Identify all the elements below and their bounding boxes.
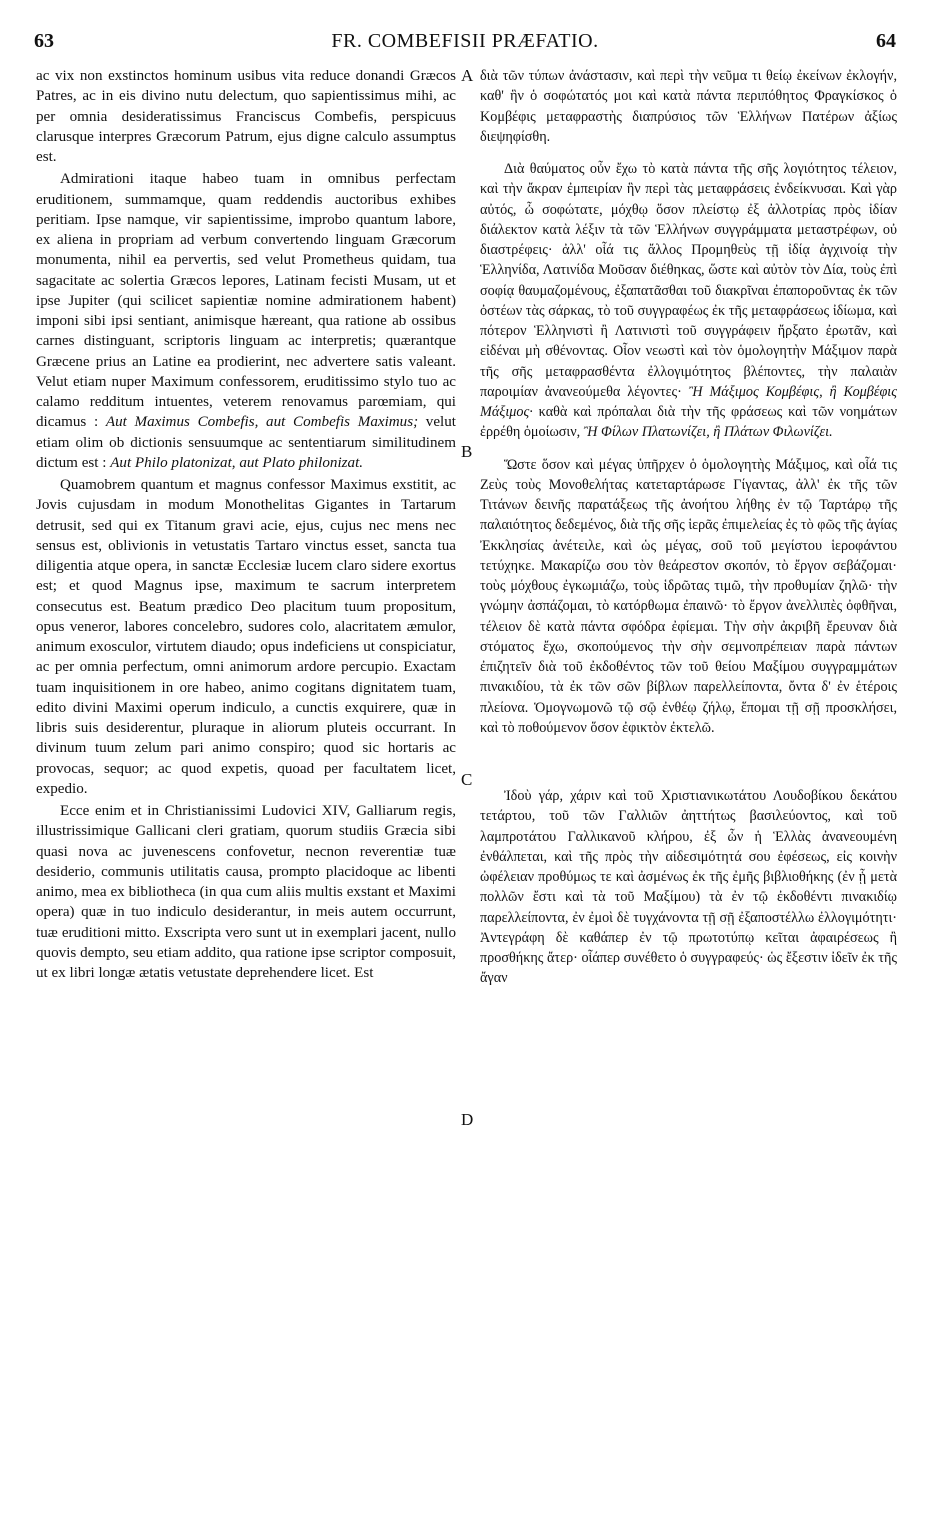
page-number-right: 64 (876, 30, 896, 52)
greek-paragraph-2 (480, 159, 897, 443)
greek-p2-text-a: Διὰ θαύματος οὖν ἔχω τὸ κατὰ πάντα τῆς σῆς λογιότητος τέλειον, καὶ τὴν ἄκραν ἐμπειρίαν ἣν περὶ τὰς μεταφράσεις ἐνδείκνυσαι. Καὶ γὰρ αὐτός, ὦ σοφώτατε, μόχθῳ ὅσον πλείστῳ ἐξ ἀλλοτρίας πρὸς ἰδίαν διάλεκτον κατὰ λέξιν τὰ τῶν Ἑλλήνων συγγράμματα μεταστρέφων, οὐ διαστρέφεις· ἀλλ' οἷά τις ἄλλος Προμηθεὺς τῇ ἰδίᾳ ἀγχινοίᾳ τὴν Ἑλληνίδα, Λατινίδα Μοῦσαν διέθηκας, ὥστε καὶ αὐτὸν τὸν Δία, τοὺς ἐπὶ σοφίᾳ θαυμαζομένους, ἐξαπατᾶσθαι τοῦ διακρῖναι ἐπαποροῦντας ἐκ τῶν ὀστέων τὰς σάρκας, τὸ τοῦ συγγραφέως ἐκ τῆς μεταφράσεως ἰδίωμα, καὶ πότερον Ἑλληνιστὶ ἢ Λατινιστὶ τοῦ συγγράφειν ἤρξατο ἐρωτᾶν, καὶ εἰδέναι μὴ σθένοντας. Οἷον νεωστὶ καὶ τὸν ὁμολογητὴν Μάξιμον παρὰ τῆς σῆς μεταφρασθέντα ἐλλογιμότητος βλέποντες, τὴν παλαιὰν παροιμίαν ἀνανεούμεθα λέγοντες· (480, 161, 897, 400)
latin-paragraph-4: Ecce enim et in Christianissimi Ludovici XIV, Galliarum regis, illustrissimique Gallicani cleri gratiam, quorum studiis Græcia sibi quasi nova ac juvenescens confovetur, necnon reverentiæ tuæ desiderio, communis utilitatis causa, prompto placidoque ac libenti animo, mea ex bibliotheca (in qua cum aliis multis exstant et Maximi opera) quæ in tuo indiculo desiderantur, in meis autem occurrunt, tuæ eruditioni mitto. Exscripta vero sunt ut in exemplari jacent, nullo quovis dempto, seu etiam addito, qua ratione ipse scriptor composuit, ut ex libri longæ ætatis vetustate deprehendere licet. Est (36, 803, 456, 981)
margin-letter-b: B (461, 442, 473, 461)
latin-column (36, 66, 456, 983)
greek-column (480, 66, 897, 989)
margin-letter-d: D (461, 1110, 474, 1129)
page-header (34, 30, 896, 60)
latin-paragraph-3: Quamobrem quantum et magnus confessor Maximus exstitit, ac Jovis cujusdam in modum Monothelitas Gigantes in Tartarum detrusit, sed qui ex Titanum gravi acie, ejus, cujus nec mens nec sensus est, oblivionis in vetustatis Tartaro vinctus esset, sancta tua diligentia atque opera, in sanctæ Ecclesiæ lucem claro sidere exortus est; et quod Magnus ipse, maximum te sacrum interpretem consecutus est. Beatum prædico Deo placitum tuum propositum, opus veneror, labores concelebro, sudores colo, alacritatem æmulor, animum exosculor, virtutem diaudo; opus indeficiens ut conspiciatur, ac per omnia perfectum, omni animorum ardore percupio. Exactam tuam inquisitionem in ore habeo, animo cogitans dignitatem tuam, edito divini Maximi operum indiculo, a cunctis exquirere, quæ in libris suis desiderentur, pluraque in aliorum pluteis occurrant. In divinum tuum zelum pari animo conspiro; quod sic hortaris ac provocas, sequor; ac quod expetis, quoad per facultatem licet, expedio. (36, 477, 456, 797)
page-number-left: 63 (34, 30, 54, 52)
greek-paragraph-3: Ὥστε ὅσον καὶ μέγας ὑπῆρχεν ὁ ὁμολογητὴς Μάξιμος, καὶ οἷά τις Ζεὺς τοὺς Μονοθελήτας κατεταρτάρωσε Γίγαντας, ἀλλ' ἐκ τῆς τῶν Τιτάνων δεινῆς παρατάξεως τῆς ἀνοήτου λήθης ἐν τῷ Ταρτάρῳ τῆς παλαιότητος δεδεμένος, διὰ τῆς σῆς ἱερᾶς ἐπιμελείας ἐς τὸ φῶς τῆς ἁγίας Ἐκκλησίας ἀνέτειλε, καὶ ὡς μέγας, σοῦ τοῦ μεγίστου ἱεροφάντου τετύχηκε. Μακαρίζω σου τὸν θεάρεστον σκοπόν, τὸ ἔργον σεβάζομαι· τοὺς μόχθους ἐγκωμιάζω, τοὺς ἱδρῶτας τιμῶ, τὴν προθυμίαν ζηλῶ· τὴν γνώμην ἀσπάζομαι, τὸ κατόρθωμα ἐπαινῶ· τὸ ἔργον ἀνελλιπὲς ὀφθῆναι, τέλειον δὲ κατὰ πάντα σφόδρα ἐφίεμαι. Τὴν σὴν ἀκριβῆ ἔρευναν διὰ στόματος ἔχω, σκοπούμενος τὴν σὴν σεμνοπρέπειαν παρὰ πάντων ἐπιζητεῖν διὰ τοῦ ἐκδοθέντος τῶν τοῦ θείου Μαξίμου συγγραμμάτων πινακιδίου, τὰ ἐκ τῶν σῶν βίβλων παρελλείποντα, ὄντα δ' ἐν ἑτέροις πλείονα. Ὁμογνωμονῶ τῷ σῷ ἐνθέῳ ζήλῳ, ἕπομαι τῇ σῇ προσκλήσει, καὶ τὸ ποθούμενον ὅσον ἐφικτὸν ἐκτελῶ. (480, 456, 897, 736)
latin-p2-text-b: velut etiam olim ob dictionis sensuumque ac sententiarum similitudinem dictum est : (36, 414, 456, 471)
latin-p2-italic-2: Aut Philo platonizat, aut Plato philonizat. (110, 454, 364, 471)
latin-p2-italic-1: Aut Maximus Combefis, aut Combefis Maximus; (105, 414, 419, 431)
latin-paragraph-1: ac vix non exstinctos hominum usibus vita reduce donandi Græcos Patres, ac in eis divino nutu delectum, quo sapientissimus mihi, ac per omnia desideratissimus Franciscus Combefis, perspicuus clarusque interpres Græcorum Patrum, ejus digne calculo assumptus est. (36, 68, 456, 165)
latin-p2-text-a: Admirationi itaque habeo tuam in omnibus perfectam eruditionem, summamque, quam reddendis auctoribus exhibes peritiam. Ipse namque, vir sapientissime, improbo quantum labore, ex aliena in propriam ad verbum convertendo linguam Græcorum monumenta, nihil ea pervertis, sed velut Prometheus quidam, tua sagacitate ac solertia Græcos lepores, Latinam fecisti Musam, ut et ipse Jupiter (qui scilicet sapientiæ nomine admirationem habent) imponi sibi ipsi sentiant, animisque hæreant, qua ratione ab ossibus carnes distinguant, scriptoris linguam ac interpretis; quærantque Græcene prius an Latine ea prodierint, nec advertere satis valeant. Velut etiam nuper Maximum confessorem, eruditissimo stylo tuo ac calamo redditum intuentes, veterem renovamus parœmiam, qui dicamus : (36, 171, 456, 431)
greek-paragraph-4: Ἰδοὺ γάρ, χάριν καὶ τοῦ Χριστιανικωτάτου Λουδοβίκου δεκάτου τετάρτου, τοῦ τῶν Γαλλιῶν ἀηττήτως βασιλεύοντος, καὶ τοῦ λαμπροτάτου Γαλλικανοῦ κλήρου, ἐξ ὧν ἡ Ἑλλὰς ἀνανεουμένη ἐνθάλπεται, καὶ τῆς πρὸς τὴν αἰδεσιμότητά σου ἐφέσεως, εἰς κοινὴν ὠφέλειαν προθύμως τε καὶ ἀσμένως ἐκ τῆς ἐμῆς βιβλιοθήκης (ἐν ᾗ μετὰ πολλῶν ἔστι καὶ τὰ τοῦ Μαξίμου) τὰ ἐν τῷ ἐκδοθέντι πινακιδίῳ παρελλείποντα, ἐν ἐμοὶ δὲ τυγχάνοντα τῇ σῇ ἐξαποστέλλω ἐλλογιμότητι· Ἀντεγράφη δὲ καθάπερ ἐν τῷ πρωτοτύπῳ κεῖται ἀφαιρέσεως ἢ προσθήκης ἄτερ· οἷάπερ συνέθετο ὁ συγγραφεύς· ὡς ἔξεστιν ἰδεῖν ἐκ τῆς ἄγαν (480, 788, 897, 987)
greek-paragraph-1: διὰ τῶν τύπων ἀνάστασιν, καὶ περὶ τὴν νεῦμα τι θείῳ ἐκείνων ἐκλογήν, καθ' ἣν ὁ σοφώτατός μοι καὶ κατὰ πάντα περιπόθητος Φραγκίσκος ὁ Κομβέφις μεταφραστὴς διαπρύσιος τῶν Ἑλλήνων Πατέρων ἀξίως διεψηφίσθη. (480, 68, 897, 145)
greek-p2-italic-2: Ἢ Φίλων Πλατωνίζει, ἢ Πλάτων Φιλωνίζει. (583, 424, 833, 441)
greek-p2-italic-1: Ἢ Μάξιμος Κομβέφις, ἢ Κομβέφις Μάξιμος· (480, 383, 897, 420)
latin-paragraph-2 (36, 169, 456, 473)
running-title: FR. COMBEFISII PRÆFATIO. (331, 30, 599, 52)
greek-p2-text-b: καθὰ καὶ πρόπαλαι διὰ τὴν τῆς φράσεως καὶ τῶν νοημάτων ἐρρέθη ὁμοίωσιν, (480, 404, 897, 441)
margin-letter-a: A (461, 66, 474, 85)
margin-letter-c: C (461, 770, 473, 789)
